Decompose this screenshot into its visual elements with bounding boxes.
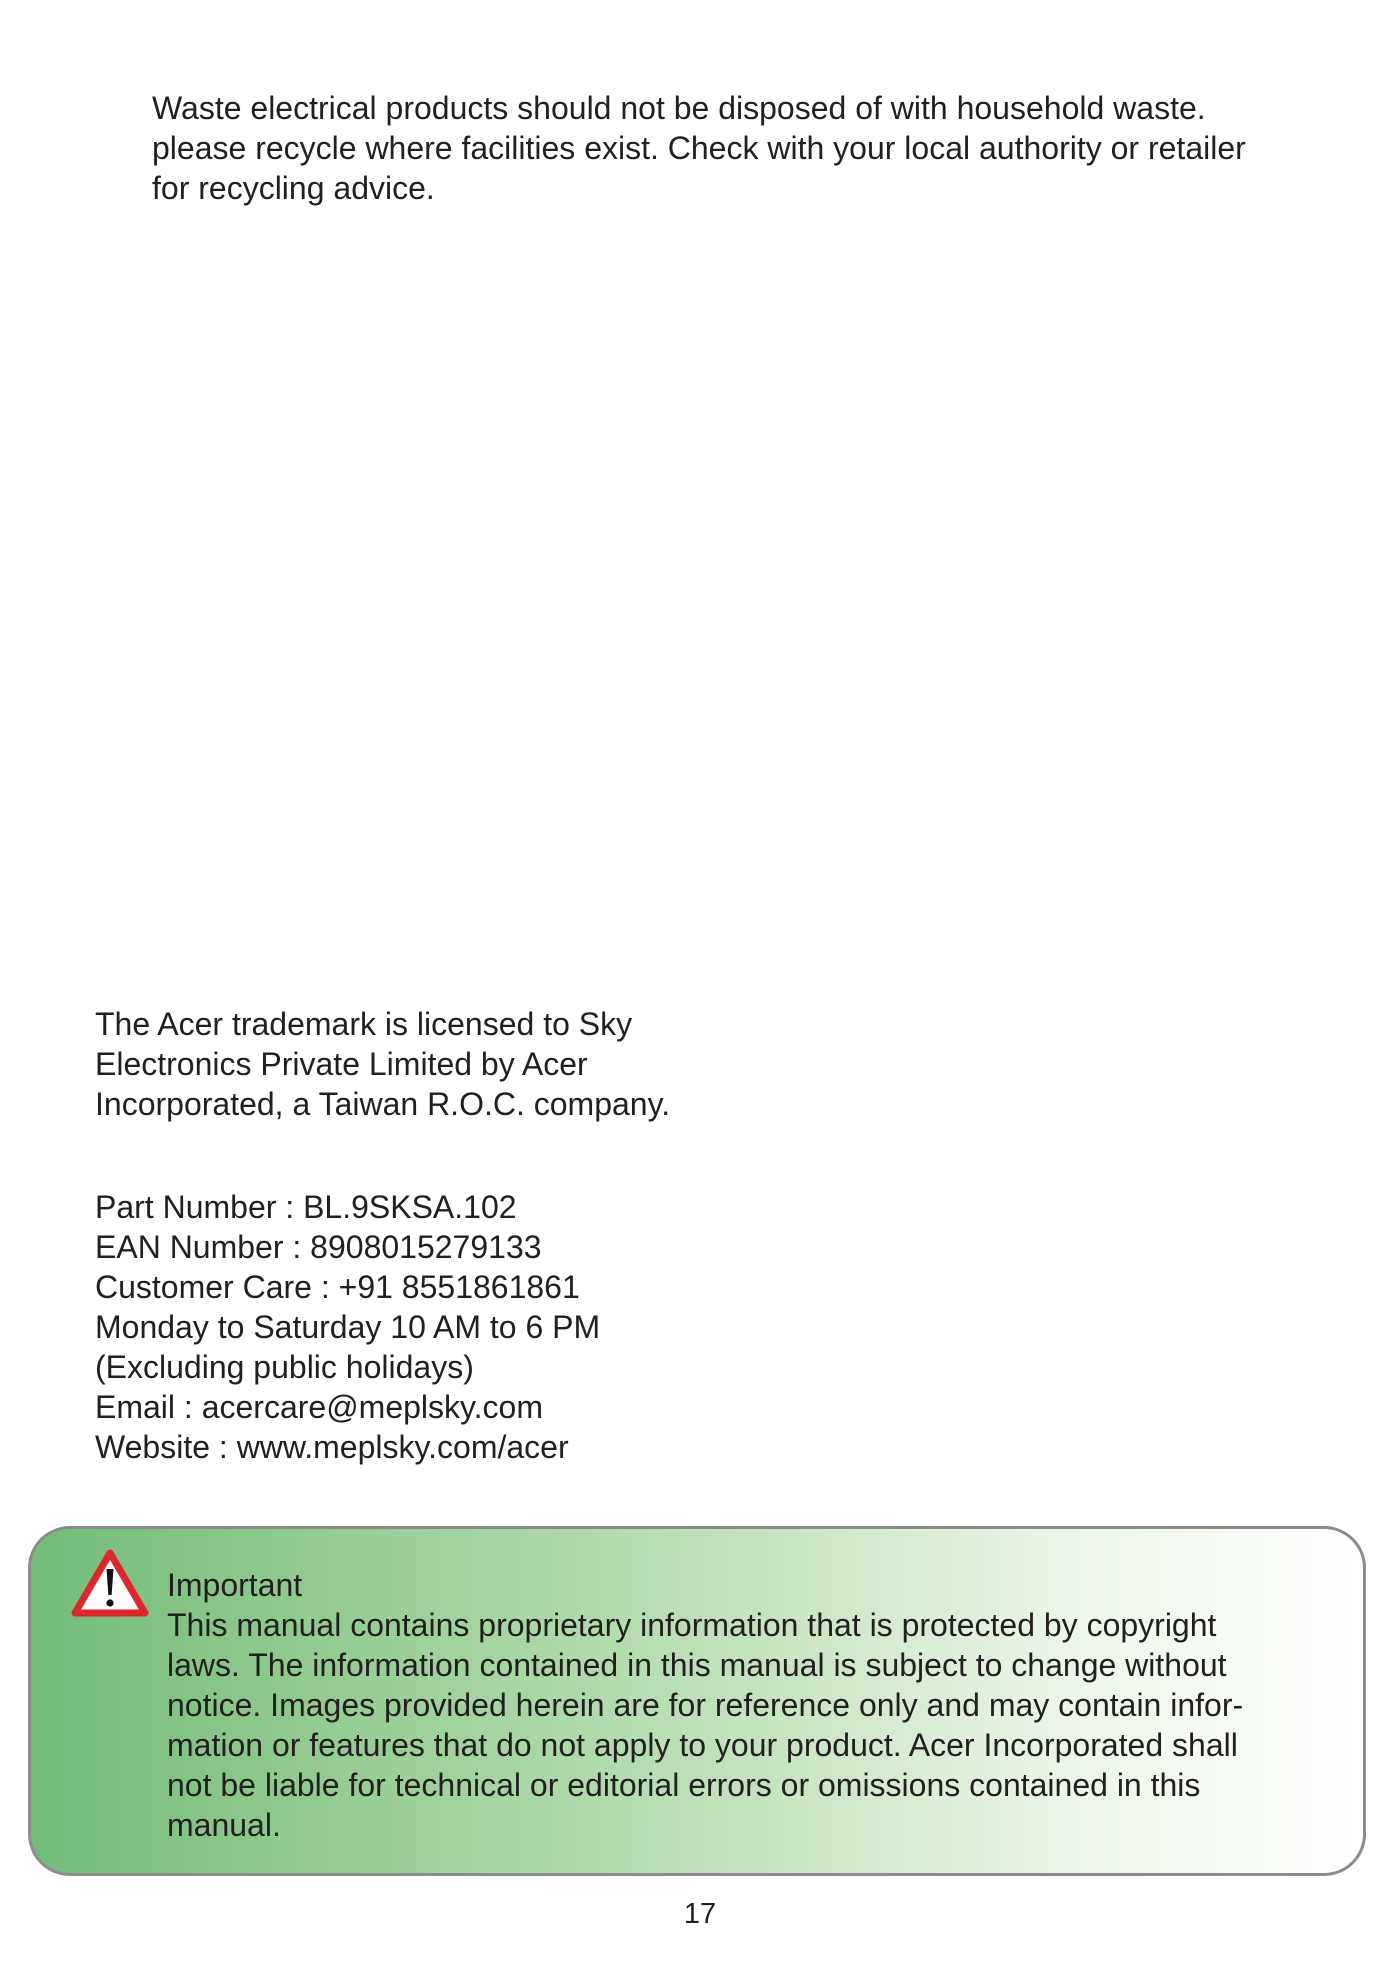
service-hours: Monday to Saturday 10 AM to 6 PM (95, 1309, 601, 1345)
trademark-line: Incorporated, a Taiwan R.O.C. company. (95, 1086, 671, 1122)
important-notice-text (167, 1565, 1243, 1845)
ean-number: EAN Number : 8908015279133 (95, 1229, 542, 1265)
important-line: laws. The information contained in this manual is subject to change without (167, 1647, 1227, 1683)
important-notice-box (28, 1526, 1366, 1876)
contact-info (95, 1187, 600, 1467)
recycling-notice-line: please recycle where facilities exist. Check with your local authority or retailer (152, 130, 1246, 166)
trademark-line: Electronics Private Limited by Acer (95, 1046, 588, 1082)
important-line: manual. (167, 1807, 281, 1843)
recycling-notice-line: for recycling advice. (152, 170, 435, 206)
warning-icon (69, 1547, 151, 1619)
email-contact: Email : acercare@meplsky.com (95, 1389, 543, 1425)
important-line: not be liable for technical or editorial errors or omissions contained in this (167, 1767, 1201, 1803)
holiday-note: (Excluding public holidays) (95, 1349, 474, 1385)
recycling-notice-line: Waste electrical products should not be disposed of with household waste. (152, 90, 1206, 126)
page-number: 17 (683, 1898, 717, 1930)
website-contact: Website : www.meplsky.com/acer (95, 1429, 569, 1465)
trademark-statement (95, 1004, 670, 1124)
customer-care: Customer Care : +91 8551861861 (95, 1269, 580, 1305)
part-number: Part Number : BL.9SKSA.102 (95, 1189, 517, 1225)
trademark-line: The Acer trademark is licensed to Sky (95, 1006, 633, 1042)
recycling-notice (152, 88, 1246, 208)
important-line: This manual contains proprietary information that is protected by copyright (167, 1607, 1217, 1643)
important-line: mation or features that do not apply to your product. Acer Incorporated shall (167, 1727, 1238, 1763)
important-line: notice. Images provided herein are for reference only and may contain infor- (167, 1687, 1244, 1723)
important-heading: Important (167, 1567, 303, 1603)
